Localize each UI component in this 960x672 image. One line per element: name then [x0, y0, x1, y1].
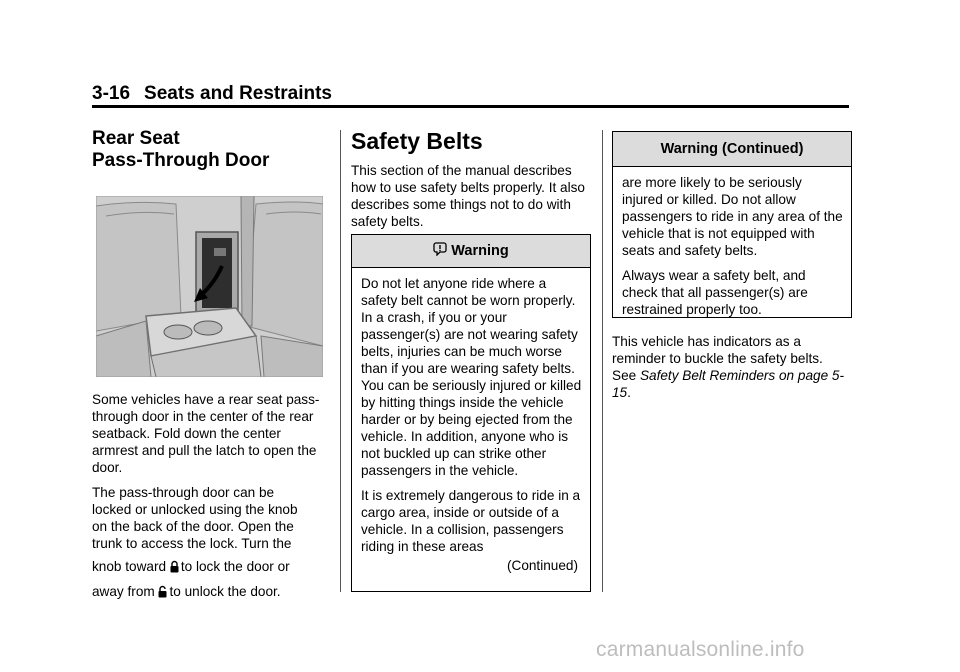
- continued-label: (Continued): [506, 558, 578, 573]
- header-rule: [92, 105, 849, 108]
- para2-line-6: [92, 583, 328, 600]
- unlock-icon: [158, 585, 167, 598]
- column-divider-2: [602, 130, 603, 592]
- warning-icon: [433, 242, 447, 256]
- warning-continued-para-1: are more likely to be seriously injured or killed. Do not allow passengers to ride in any area of the vehicle that is not equipped with seats and safety belts.: [622, 175, 843, 258]
- subsection-heading: [92, 128, 328, 172]
- pass-through-door-illustration: [96, 196, 323, 377]
- warning-header: [352, 235, 590, 268]
- warning-continued-para-2: Always wear a safety belt, and check that all passenger(s) are restrained properly too.: [622, 268, 808, 317]
- indicators-text: This vehicle has indicators as a reminder to buckle the safety belts. See: [612, 334, 823, 383]
- period: .: [627, 385, 631, 400]
- para2-line-1: The pass-through door can be: [92, 485, 275, 500]
- warning-continued-header: Warning (Continued): [613, 132, 851, 167]
- middle-column: [351, 128, 591, 244]
- pass-through-para-2: [92, 484, 328, 600]
- unlock-door-text: to unlock the door.: [169, 584, 281, 599]
- warning-para-2: It is extremely dangerous to ride in a cargo area, inside or outside of a vehicle. In a collision, passengers riding in these areas: [361, 488, 581, 554]
- knob-toward-text: knob toward: [92, 559, 167, 574]
- warning-continued-box: [612, 131, 852, 318]
- warning-para-1: Do not let anyone ride where a safety belt cannot be worn properly. In a crash, if you or your passenger(s) are not wearing safety belts, injuries can be much worse than if you are wearing safety belts. You can be seriously injured or killed by hitting things inside the vehicle harder or by being ejected from the vehicle. In addition, anyone who is not buckled up can strike other passengers in the vehicle.: [361, 276, 582, 478]
- heading-line-1: Rear Seat: [92, 128, 180, 149]
- safety-belt-reminders-link[interactable]: Safety Belt Reminders on page 5-15: [612, 368, 844, 400]
- column-divider-1: [340, 130, 341, 592]
- para2-line-5: [92, 558, 328, 575]
- para2-line-2: locked or unlocked using the knob: [92, 502, 298, 517]
- page-header: [92, 83, 332, 105]
- warning-box: [351, 234, 591, 592]
- lock-icon: [170, 560, 179, 573]
- seat-illustration-svg: [96, 196, 323, 377]
- away-from-text: away from: [92, 584, 155, 599]
- warning-body: [352, 268, 590, 578]
- section-title: Seats and Restraints: [144, 83, 332, 104]
- safety-belts-intro: This section of the manual describes how to use safety belts properly. It also describes some things not to do with safety belts.: [351, 163, 585, 229]
- left-body: [92, 391, 328, 600]
- para2-line-3: on the back of the door. Open the: [92, 519, 294, 534]
- watermark: carmanualsonline.info: [596, 638, 805, 661]
- heading-line-2: Pass-Through Door: [92, 150, 270, 171]
- indicators-paragraph: [612, 333, 850, 401]
- warning-continued-body: [613, 167, 851, 330]
- left-column: [92, 128, 328, 172]
- warning-title: Warning: [451, 243, 509, 259]
- safety-belts-heading: Safety Belts: [351, 128, 483, 154]
- lock-door-text: to lock the door or: [180, 559, 290, 574]
- para2-line-4: trunk to access the lock. Turn the: [92, 536, 292, 551]
- page-number: 3-16: [92, 83, 131, 104]
- pass-through-para-1: Some vehicles have a rear seat pass-through door in the center of the rear seatback. Fold down the center armrest and pull the latch to open the door.: [92, 392, 320, 475]
